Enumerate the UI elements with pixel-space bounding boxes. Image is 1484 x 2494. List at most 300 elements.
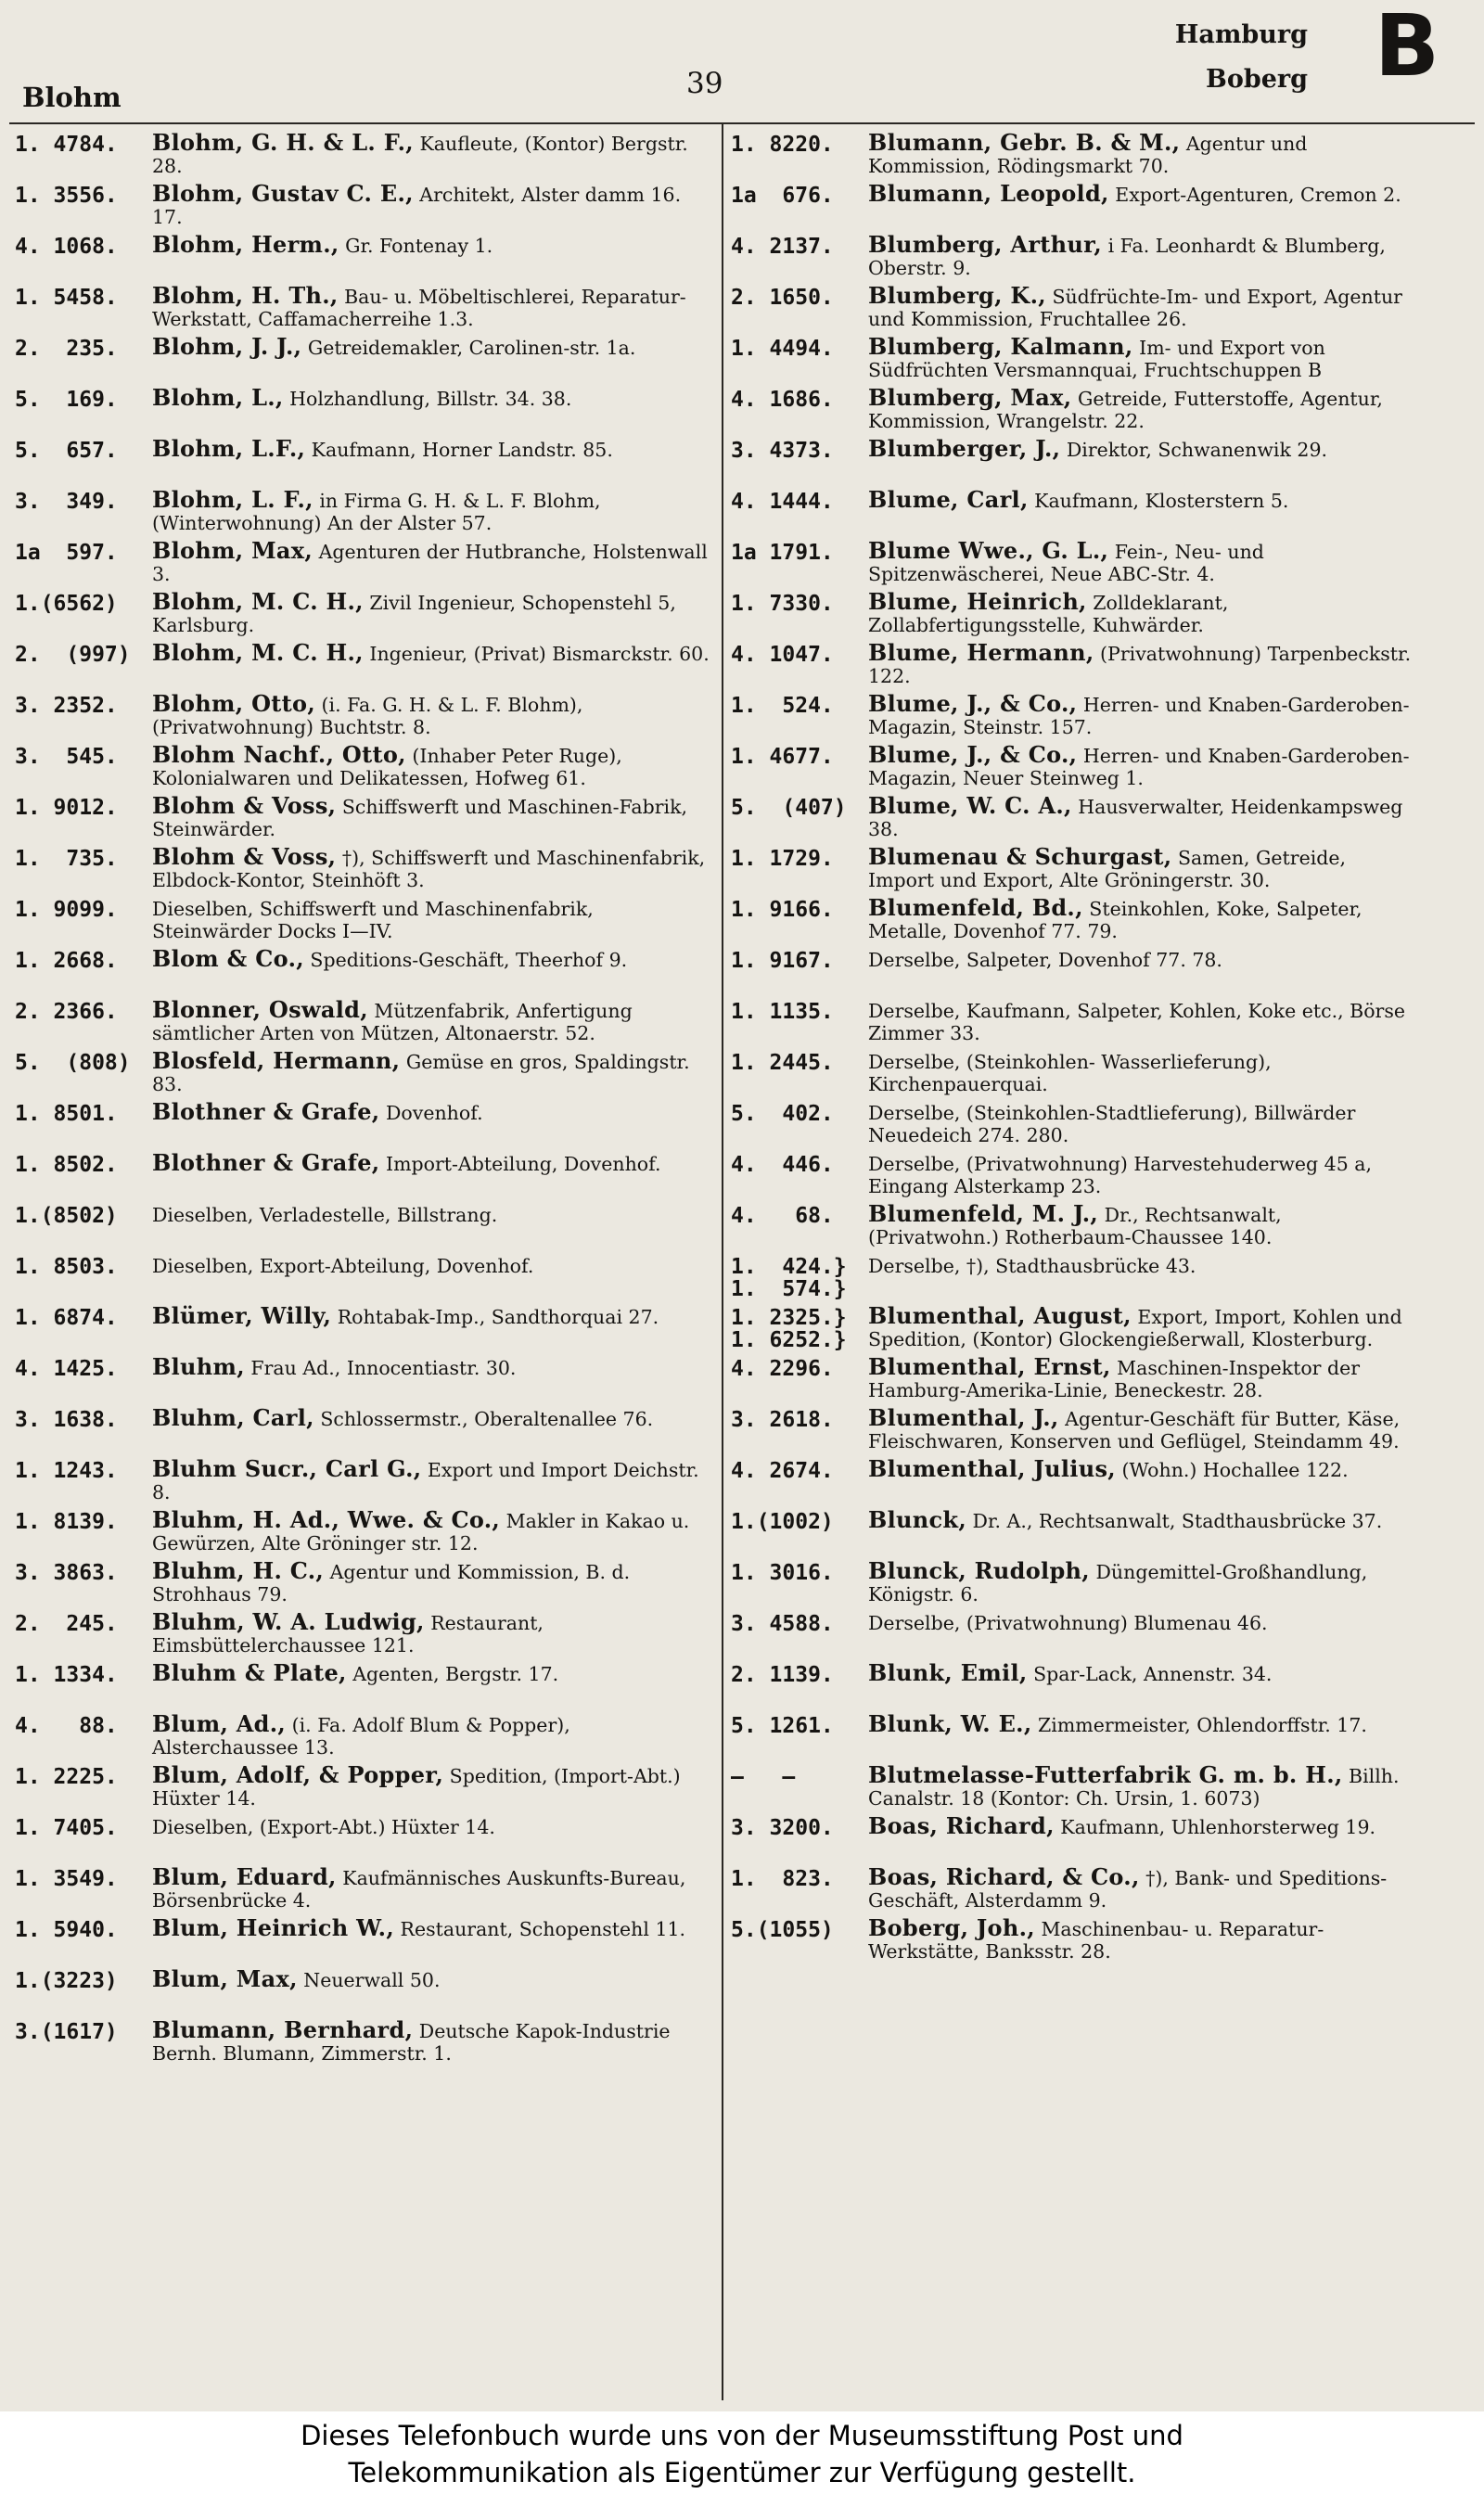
entry-text	[868, 1455, 1349, 1482]
entry-text	[152, 792, 688, 840]
directory-entry	[15, 639, 710, 688]
phone-number: 1. 2325.} 1. 6252.}	[731, 1306, 847, 1352]
subscriber-details: Frau Ad., Innocentiastr. 30.	[250, 1357, 517, 1379]
phone-number: 1. 9099.	[15, 898, 118, 922]
subscriber-name: Bluhm Sucr., Carl G.,	[152, 1455, 422, 1482]
phone-number: 2. (997)	[15, 643, 131, 667]
directory-entry	[731, 1761, 1417, 1810]
entry-text	[152, 639, 710, 666]
directory-entry	[15, 1863, 710, 1912]
directory-entry	[731, 588, 1417, 637]
phone-number: 1. 1729.	[731, 847, 834, 871]
subscriber-name: Blümer, Willy,	[152, 1302, 332, 1329]
phone-number: 3. 4373.	[731, 439, 834, 463]
directory-entry	[731, 1659, 1417, 1708]
subscriber-details: Samen, Getreide, Import und Export, Alte Gröningerstr. 30.	[868, 847, 1347, 891]
subscriber-details: Derselbe, (Privatwohnung) Blumenau 46.	[868, 1612, 1268, 1634]
subscriber-details: Kaufleute, (Kontor) Bergstr. 28.	[152, 133, 688, 177]
entry-text	[868, 1812, 1376, 1839]
subscriber-name: Blumenfeld, M. J.,	[868, 1200, 1099, 1227]
subscriber-details: Getreide, Futterstoffe, Agentur, Kommission, Wrangelstr. 22.	[868, 388, 1383, 432]
directory-entry	[15, 996, 710, 1045]
subscriber-details: Düngemittel-Großhandlung, Königstr. 6.	[868, 1561, 1368, 1605]
subscriber-details: Gr. Fontenay 1.	[345, 235, 493, 257]
directory-entry	[731, 384, 1417, 433]
entry-text	[152, 1914, 686, 1941]
subscriber-details: Makler in Kakao u. Gewürzen, Alte Gröninger str. 12.	[152, 1510, 690, 1554]
entry-text	[152, 486, 601, 534]
entry-text	[868, 741, 1410, 789]
subscriber-details: Dieselben, (Export-Abt.) Hüxter 14.	[152, 1816, 495, 1838]
phone-number: 1. 7330.	[731, 592, 834, 616]
entry-text	[868, 1914, 1324, 1963]
phone-number: 1. 424.} 1. 574.}	[731, 1255, 847, 1301]
header-rule	[9, 122, 1475, 124]
directory-entry	[15, 231, 710, 280]
phone-number: 4. 1444.	[731, 490, 834, 514]
footer-line-1: Dieses Telefonbuch wurde uns von der Museumsstiftung Post und	[301, 2420, 1183, 2451]
subscriber-name: Boberg, Joh.,	[868, 1914, 1035, 1941]
subscriber-name: Blume, J., & Co.,	[868, 741, 1078, 768]
subscriber-details: (i. Fa. G. H. & L. F. Blohm), (Privatwohnung) Buchtstr. 8.	[152, 694, 583, 738]
right-column	[731, 129, 1417, 1968]
subscriber-details: (i. Fa. Adolf Blum & Popper), Alsterchaussee 13.	[152, 1714, 570, 1759]
phone-number: 3. 545.	[15, 745, 118, 769]
subscriber-name: Blumenthal, Julius,	[868, 1455, 1116, 1482]
phone-number: 3. 3200.	[731, 1816, 834, 1840]
phone-number: 4. 88.	[15, 1714, 118, 1738]
subscriber-details: i Fa. Leonhardt & Blumberg, Oberstr. 9.	[868, 235, 1386, 279]
entry-text	[868, 843, 1347, 891]
directory-entry	[15, 897, 710, 943]
entry-text	[152, 333, 636, 360]
subscriber-name: Blumberg, Kalmann,	[868, 333, 1133, 360]
directory-entry	[731, 1812, 1417, 1861]
phone-number: 1a 1791.	[731, 541, 834, 565]
directory-entry	[15, 1761, 710, 1810]
directory-entry	[731, 1050, 1417, 1096]
directory-entry	[731, 999, 1417, 1045]
subscriber-details: Kaufmann, Horner Landstr. 85.	[311, 439, 613, 461]
subscriber-details: Billh. Canalstr. 18 (Kontor: Ch. Ursin, 1. 6073)	[868, 1765, 1400, 1810]
subscriber-details: Dovenhof.	[385, 1102, 483, 1124]
subscriber-name: Blum, Ad.,	[152, 1710, 287, 1737]
directory-entry	[15, 384, 710, 433]
subscriber-details: Getreidemakler, Carolinen-str. 1a.	[307, 337, 636, 359]
subscriber-name: Blonner, Oswald,	[152, 996, 368, 1023]
subscriber-name: Blunk, Emil,	[868, 1659, 1028, 1686]
subscriber-details: Rohtabak-Imp., Sandthorquai 27.	[337, 1306, 659, 1328]
subscriber-details: Schiffswerft und Maschinen-Fabrik, Steinwärder.	[152, 796, 688, 840]
subscriber-name: Blohm, Gustav C. E.,	[152, 180, 414, 207]
subscriber-details: Spar-Lack, Annenstr. 34.	[1033, 1663, 1273, 1685]
directory-entry	[731, 792, 1417, 841]
directory-entry	[15, 1098, 710, 1147]
entry-text	[152, 129, 688, 177]
subscriber-details: Zivil Ingenieur, Schopenstehl 5, Karlsburg.	[152, 592, 676, 636]
directory-entry	[731, 1863, 1417, 1912]
subscriber-name: Blume, Carl,	[868, 486, 1029, 513]
directory-entry	[15, 282, 710, 331]
subscriber-name: Blohm Nachf., Otto,	[152, 741, 406, 768]
subscriber-name: Blume Wwe., G. L.,	[868, 537, 1109, 564]
directory-entry	[731, 1152, 1417, 1198]
left-column	[15, 129, 710, 2070]
directory-entry	[15, 333, 710, 382]
phone-number: 1. 3549.	[15, 1867, 118, 1891]
directory-entry	[731, 1254, 1417, 1300]
subscriber-name: Blohm, G. H. & L. F.,	[152, 129, 414, 156]
phone-number: 1. 524.	[731, 694, 834, 718]
subscriber-details: Agentur-Geschäft für Butter, Käse, Fleischwaren, Konserven und Geflügel, Steindamm 49.	[868, 1408, 1401, 1452]
entry-text	[868, 537, 1264, 585]
phone-number: 2. 1139.	[731, 1663, 834, 1687]
entry-text	[868, 486, 1289, 513]
phone-number: 1a 597.	[15, 541, 118, 565]
entry-text	[868, 333, 1325, 381]
left-keyword: Blohm	[22, 82, 122, 113]
subscriber-name: Blunck,	[868, 1506, 966, 1533]
phone-number: 3. 4588.	[731, 1612, 834, 1636]
subscriber-name: Bluhm, W. A. Ludwig,	[152, 1608, 425, 1635]
phone-number: 1. 2445.	[731, 1051, 834, 1075]
directory-entry	[731, 1506, 1417, 1555]
subscriber-details: Speditions-Geschäft, Theerhof 9.	[310, 949, 628, 971]
phone-number: 1. 4677.	[731, 745, 834, 769]
subscriber-details: Spedition, (Import-Abt.) Hüxter 14.	[152, 1765, 681, 1810]
entry-text	[152, 1710, 570, 1759]
subscriber-details: Export, Import, Kohlen und Spedition, (Kontor) Glockengießerwall, Klosterburg.	[868, 1306, 1402, 1350]
directory-entry	[15, 792, 710, 841]
entry-text	[868, 1302, 1402, 1350]
entry-text	[152, 1761, 681, 1810]
subscriber-details: Steinkohlen, Koke, Salpeter, Metalle, Dovenhof 77. 79.	[868, 898, 1362, 942]
subscriber-details: Neuerwall 50.	[303, 1969, 441, 1991]
subscriber-name: Blohm, L.,	[152, 384, 284, 411]
subscriber-details: Bau- u. Möbeltischlerei, Reparatur-Werkstatt, Caffamacherreihe 1.3.	[152, 286, 686, 330]
directory-entry	[15, 690, 710, 739]
city-name: Hamburg	[1174, 20, 1308, 49]
directory-entry	[731, 1914, 1417, 1963]
subscriber-name: Blumenau & Schurgast,	[868, 843, 1172, 870]
subscriber-details: Derselbe, †), Stadthausbrücke 43.	[868, 1255, 1196, 1277]
subscriber-name: Blume, Heinrich,	[868, 588, 1087, 615]
entry-text	[868, 1557, 1368, 1605]
subscriber-details: Dieselben, Schiffswerft und Maschinenfabrik, Steinwärder Docks I—IV.	[152, 898, 594, 942]
subscriber-details: Agenturen der Hutbranche, Holstenwall 3.	[152, 541, 708, 585]
directory-entry	[731, 1101, 1417, 1147]
subscriber-details: (Privatwohnung) Tarpenbeckstr. 122.	[868, 643, 1412, 687]
subscriber-name: Blum, Max,	[152, 1965, 298, 1992]
phone-number: 5. 402.	[731, 1102, 834, 1126]
subscriber-details: Ingenieur, (Privat) Bismarckstr. 60.	[369, 643, 710, 665]
subscriber-name: Blumberg, Arthur,	[868, 231, 1103, 258]
entry-text	[152, 1506, 690, 1554]
phone-number: 1. 2225.	[15, 1765, 118, 1789]
subscriber-details: (Inhaber Peter Ruge), Kolonialwaren und Delikatessen, Hofweg 61.	[152, 745, 622, 789]
subscriber-details: Restaurant, Schopenstehl 11.	[400, 1918, 686, 1940]
subscriber-details: Zolldeklarant, Zollabfertigungsstelle, Kuhwärder.	[868, 592, 1229, 636]
column-divider	[722, 124, 723, 2400]
directory-entry	[15, 435, 710, 484]
entry-text	[868, 231, 1386, 279]
entry-text	[152, 384, 572, 411]
phone-number: 5. 657.	[15, 439, 118, 463]
subscriber-name: Blom & Co.,	[152, 945, 304, 972]
phone-number: 4. 2674.	[731, 1459, 834, 1483]
directory-entry	[731, 537, 1417, 586]
section-letter: B	[1374, 0, 1439, 96]
entry-text	[868, 1506, 1383, 1533]
subscriber-name: Blume, W. C. A.,	[868, 792, 1072, 819]
entry-text	[152, 1047, 690, 1095]
phone-number: 1. 9167.	[731, 949, 834, 973]
subscriber-details: Im- und Export von Südfrüchten Versmannquai, Fruchtschuppen B	[868, 337, 1325, 381]
subscriber-details: Fein-, Neu- und Spitzenwäscherei, Neue ABC-Str. 4.	[868, 541, 1264, 585]
phone-number: 1. 8503.	[15, 1255, 118, 1279]
subscriber-name: Blutmelasse-Futterfabrik G. m. b. H.,	[868, 1761, 1343, 1788]
entry-text	[868, 282, 1402, 330]
phone-number: 1. 4494.	[731, 337, 834, 361]
entry-text	[868, 435, 1328, 462]
entry-text	[868, 1710, 1367, 1737]
entry-text	[152, 1965, 441, 1992]
phone-number: 4. 2296.	[731, 1357, 834, 1381]
subscriber-details: Agenten, Bergstr. 17.	[352, 1663, 559, 1685]
entry-text	[152, 1455, 699, 1503]
directory-entry	[15, 180, 710, 229]
phone-number: 5. (808)	[15, 1051, 131, 1075]
phone-number: 4. 2137.	[731, 235, 834, 259]
directory-entry	[15, 1659, 710, 1708]
subscriber-name: Blum, Eduard,	[152, 1863, 337, 1890]
directory-entry	[15, 537, 710, 586]
subscriber-details: †), Bank- und Speditions-Geschäft, Alsterdamm 9.	[868, 1867, 1388, 1912]
subscriber-name: Blum, Adolf, & Popper,	[152, 1761, 444, 1788]
phone-number: 1. 3556.	[15, 184, 118, 208]
subscriber-name: Blumenfeld, Bd.,	[868, 894, 1083, 921]
directory-entry	[731, 690, 1417, 739]
subscriber-details: Derselbe, (Steinkohlen-Stadtlieferung), Billwärder Neuedeich 274. 280.	[868, 1102, 1356, 1146]
entry-text	[152, 741, 622, 789]
subscriber-details: Südfrüchte-Im- und Export, Agentur und Kommission, Fruchtallee 26.	[868, 286, 1402, 330]
directory-entry	[15, 1710, 710, 1759]
entry-text	[152, 843, 706, 891]
subscriber-details: Direktor, Schwanenwik 29.	[1066, 439, 1328, 461]
entry-text	[868, 1200, 1282, 1248]
phone-number: 4. 1686.	[731, 388, 834, 412]
phone-number: 5. 1261.	[731, 1714, 834, 1738]
subscriber-name: Blohm, L.F.,	[152, 435, 306, 462]
phone-number: 1. 735.	[15, 847, 118, 871]
entry-text	[152, 231, 493, 258]
phone-number: 3. 3863.	[15, 1561, 118, 1585]
phone-number: 1. 9166.	[731, 898, 834, 922]
phone-number: 1. 6874.	[15, 1306, 118, 1330]
subscriber-name: Blumann, Gebr. B. & M.,	[868, 129, 1181, 156]
subscriber-details: Dr., Rechtsanwalt, (Privatwohn.) Rotherbaum-Chaussee 140.	[868, 1204, 1282, 1248]
subscriber-name: Boas, Richard, & Co.,	[868, 1863, 1140, 1890]
phone-number: 1a 676.	[731, 184, 834, 208]
directory-entry	[731, 639, 1417, 688]
subscriber-details: Derselbe, Salpeter, Dovenhof 77. 78.	[868, 949, 1222, 971]
directory-entry	[15, 741, 710, 790]
phone-number: 1. 3016.	[731, 1561, 834, 1585]
entry-text	[868, 1353, 1361, 1401]
subscriber-details: Gemüse en gros, Spaldingstr. 83.	[152, 1051, 690, 1095]
entry-text	[152, 1659, 559, 1686]
entry-text	[152, 1204, 497, 1226]
entry-text	[152, 945, 628, 972]
subscriber-name: Blohm, H. Th.,	[152, 282, 339, 309]
entry-text	[152, 996, 633, 1044]
subscriber-name: Blumann, Leopold,	[868, 180, 1109, 207]
phone-number: 1. 8502.	[15, 1153, 118, 1177]
subscriber-details: Hausverwalter, Heidenkampsweg 38.	[868, 796, 1403, 840]
subscriber-details: Agentur und Kommission, Rödingsmarkt 70.	[868, 133, 1308, 177]
phone-number: 2. 235.	[15, 337, 118, 361]
entry-text	[868, 639, 1412, 687]
entry-text	[152, 1255, 533, 1277]
subscriber-details: Derselbe, (Privatwohnung) Harvestehuderweg 45 a, Eingang Alsterkamp 23.	[868, 1153, 1373, 1197]
phone-number: 1. 8139.	[15, 1510, 118, 1534]
subscriber-name: Blumann, Bernhard,	[152, 2016, 414, 2043]
phone-number: 2. 245.	[15, 1612, 118, 1636]
directory-entry	[15, 945, 710, 994]
entry-text	[152, 282, 686, 330]
entry-text	[152, 1149, 661, 1176]
directory-entry	[731, 333, 1417, 382]
subscriber-details: Derselbe, (Steinkohlen- Wasserlieferung), Kirchenpauerquai.	[868, 1051, 1272, 1095]
directory-entry	[731, 894, 1417, 943]
entry-text	[868, 588, 1229, 636]
directory-entry	[731, 180, 1417, 229]
directory-entry	[731, 486, 1417, 535]
right-header	[1175, 13, 1308, 102]
subscriber-details: Export-Agenturen, Cremon 2.	[1115, 184, 1401, 206]
subscriber-name: Blohm, Otto,	[152, 690, 316, 717]
subscriber-name: Blothner & Grafe,	[152, 1149, 380, 1176]
phone-number: 1. 8220.	[731, 133, 834, 157]
phone-number: 3. 2618.	[731, 1408, 834, 1432]
directory-entry	[731, 741, 1417, 790]
phone-number: 3.(1617)	[15, 2020, 118, 2044]
phone-number: 1. 5940.	[15, 1918, 118, 1942]
subscriber-details: Holzhandlung, Billstr. 34. 38.	[289, 388, 572, 410]
directory-entry	[731, 843, 1417, 892]
directory-entry	[731, 1557, 1417, 1606]
entry-text	[152, 435, 613, 462]
subscriber-name: Bluhm, Carl,	[152, 1404, 314, 1431]
entry-text	[152, 1302, 659, 1329]
entry-text	[868, 1659, 1273, 1686]
subscriber-details: Restaurant, Eimsbüttelerchaussee 121.	[152, 1612, 544, 1656]
entry-text	[868, 792, 1403, 840]
phone-number: 1. 7405.	[15, 1816, 118, 1840]
subscriber-details: Mützenfabrik, Anfertigung sämtlicher Arten von Mützen, Altonaerstr. 52.	[152, 1000, 633, 1044]
subscriber-details: Herren- und Knaben-Garderoben-Magazin, Neuer Steinweg 1.	[868, 745, 1410, 789]
directory-entry	[15, 129, 710, 178]
entry-text	[868, 1153, 1372, 1197]
directory-entry	[15, 1302, 710, 1351]
entry-text	[868, 949, 1222, 971]
directory-entry	[731, 435, 1417, 484]
directory-entry	[15, 1353, 710, 1402]
subscriber-details: Kaufmann, Klosterstern 5.	[1034, 490, 1289, 512]
subscriber-name: Blosfeld, Hermann,	[152, 1047, 401, 1074]
subscriber-name: Blunck, Rudolph,	[868, 1557, 1090, 1584]
phone-number: 4. 1047.	[731, 643, 834, 667]
directory-entry	[15, 1203, 710, 1249]
entry-text	[152, 1404, 654, 1431]
phone-number: 4. 446.	[731, 1153, 834, 1177]
phone-number: 4. 1068.	[15, 235, 118, 259]
directory-entry	[15, 1965, 710, 2014]
entry-text	[152, 537, 708, 585]
directory-entry	[15, 1914, 710, 1963]
footer-line-2: Telekommunikation als Eigentümer zur Verfügung gestellt.	[348, 2457, 1136, 2488]
phone-number: 2. 2366.	[15, 1000, 118, 1024]
directory-entry	[731, 1200, 1417, 1249]
page-number: 39	[686, 67, 723, 100]
subscriber-name: Blumberg, Max,	[868, 384, 1072, 411]
subscriber-name: Blume, Hermann,	[868, 639, 1094, 666]
subscriber-name: Blohm, M. C. H.,	[152, 588, 364, 615]
entry-text	[868, 1051, 1272, 1095]
subscriber-name: Bluhm & Plate,	[152, 1659, 347, 1686]
phone-number: 1. 2668.	[15, 949, 118, 973]
subscriber-details: Deutsche Kapok-Industrie Bernh. Blumann, Zimmerstr. 1.	[152, 2020, 671, 2065]
directory-entry	[731, 1611, 1417, 1657]
entry-text	[868, 1255, 1196, 1277]
directory-entry	[731, 1302, 1417, 1352]
subscriber-details: Dr. A., Rechtsanwalt, Stadthausbrücke 37.	[972, 1510, 1383, 1532]
phone-number: 1. 8501.	[15, 1102, 118, 1126]
subscriber-name: Blothner & Grafe,	[152, 1098, 380, 1125]
phone-number: 3. 2352.	[15, 694, 118, 718]
subscriber-details: Schlossermstr., Oberaltenallee 76.	[320, 1408, 654, 1430]
directory-entry	[731, 1353, 1417, 1402]
subscriber-name: Blohm, M. C. H.,	[152, 639, 364, 666]
phone-number: 1. 1243.	[15, 1459, 118, 1483]
subscriber-details: Kaufmann, Uhlenhorsterweg 19.	[1060, 1816, 1376, 1838]
subscriber-details: Derselbe, Kaufmann, Salpeter, Kohlen, Koke etc., Börse Zimmer 33.	[868, 1000, 1405, 1044]
phone-number: 1. 9012.	[15, 796, 118, 820]
phone-number: 4. 68.	[731, 1204, 834, 1228]
entry-text	[152, 1557, 631, 1605]
subscriber-name: Blunk, W. E.,	[868, 1710, 1032, 1737]
directory-entry	[731, 948, 1417, 994]
entry-text	[868, 1000, 1405, 1044]
subscriber-details: Kaufmännisches Auskunfts-Bureau, Börsenbrücke 4.	[152, 1867, 686, 1912]
subscriber-details: Export und Import Deichstr. 8.	[152, 1459, 699, 1503]
subscriber-name: Blumenthal, J.,	[868, 1404, 1059, 1431]
subscriber-name: Bluhm, H. Ad., Wwe. & Co.,	[152, 1506, 501, 1533]
entry-text	[152, 1863, 686, 1912]
entry-text	[152, 1098, 483, 1125]
subscriber-details: Dieselben, Export-Abteilung, Dovenhof.	[152, 1255, 534, 1277]
subscriber-name: Blumberg, K.,	[868, 282, 1046, 309]
subscriber-name: Blumberger, J.,	[868, 435, 1061, 462]
phone-number: 3. 1638.	[15, 1408, 118, 1432]
subscriber-name: Blohm & Voss,	[152, 843, 337, 870]
directory-entry	[15, 1557, 710, 1606]
entry-text	[868, 1863, 1388, 1912]
subscriber-name: Blohm, Herm.,	[152, 231, 339, 258]
directory-entry	[15, 1815, 710, 1861]
directory-entry	[15, 1404, 710, 1453]
phone-number: — —	[731, 1765, 796, 1789]
